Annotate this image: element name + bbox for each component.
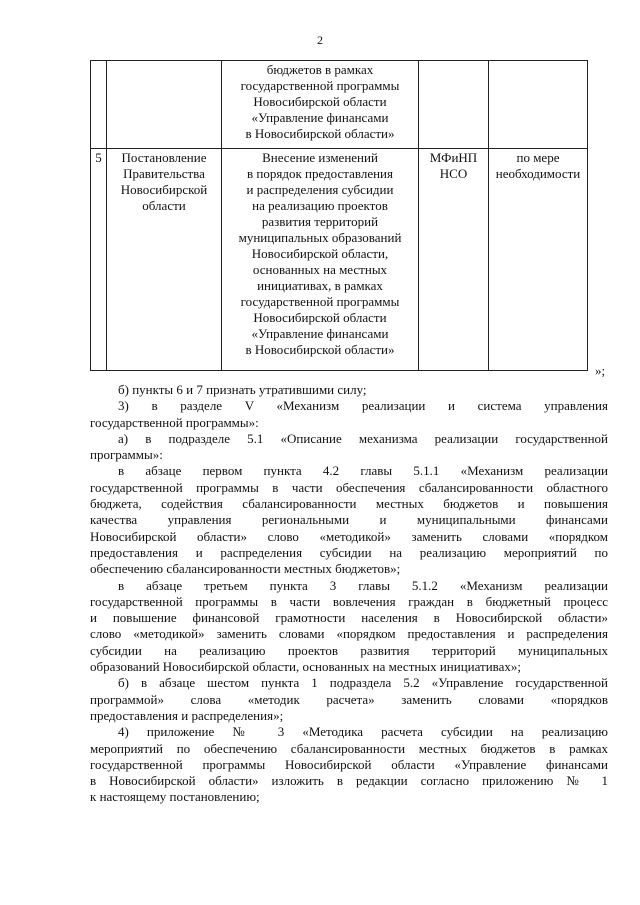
text-line: к настоящему постановлению; <box>90 789 260 805</box>
cell-text-line: МФиНП <box>429 150 478 165</box>
deadline-cell <box>489 61 588 149</box>
text-line: бюджета, содействия сбалансированности местных бюджетов и повышения <box>90 496 608 512</box>
cell-text-line: Внесение изменений <box>262 150 378 165</box>
cell-text-line: государственной программы <box>240 78 400 93</box>
text-line: государственной программы Новосибирской области «Управление финансами <box>90 756 608 772</box>
text-line: субсидии на реализацию проектов развития территорий муниципальных <box>90 642 608 658</box>
description-cell <box>222 149 419 371</box>
document-type-cell <box>107 61 222 149</box>
text-line: 4) приложение № 3 «Методика расчета субсидии на реализацию <box>118 724 608 740</box>
description-cell <box>222 61 419 149</box>
cell-text-line: инициативах, в рамках <box>257 278 383 293</box>
cell-text-line: муниципальных образований <box>238 230 402 245</box>
paragraph-subsection-52 <box>90 675 608 724</box>
text-line: качества управления региональными и муниципальными финансами <box>90 512 608 528</box>
cell-text-line: бюджетов в рамках <box>266 62 374 77</box>
cell-text-line: «Управление финансами <box>251 326 389 341</box>
cell-text-line: Правительства <box>123 166 205 181</box>
text-line: б) пункты 6 и 7 признать утратившими силу; <box>118 382 367 397</box>
cell-text-line: области <box>142 198 186 213</box>
cell-text-line: по мере <box>516 150 560 165</box>
table-closing-quote: »; <box>595 363 606 378</box>
text-line: Новосибирской области» слово «методикой» заменить словами «порядком <box>90 528 608 544</box>
paragraph-subsection-512 <box>90 578 608 676</box>
cell-text-line: основанных на местных <box>252 262 388 277</box>
cell-text-line: «Управление финансами <box>251 110 389 125</box>
cell-text-line: государственной программы <box>240 294 400 309</box>
page-number: 2 <box>317 33 323 47</box>
cell-text-line: Новосибирской области <box>253 310 387 325</box>
text-line: в абзаце третьем пункта 3 главы 5.1.2 «Механизм реализации <box>118 577 608 593</box>
row-number-cell: 5 <box>91 149 107 371</box>
deadline-cell <box>489 149 588 371</box>
executor-cell <box>419 149 489 371</box>
table-row <box>91 61 588 149</box>
text-line: образований Новосибирской области, основанных на местных инициативах»; <box>90 659 522 675</box>
cell-text-line: и распределения субсидии <box>246 182 394 197</box>
text-line: а) в подразделе 5.1 «Описание механизма реализации государственной <box>118 430 608 446</box>
text-line: 3) в разделе V «Механизм реализации и система управления <box>118 398 608 414</box>
table-row <box>91 149 588 371</box>
cell-text-line: развития территорий <box>261 214 379 229</box>
text-line: в Новосибирской области» изложить в редакции согласно приложению № 1 <box>90 773 608 789</box>
cell-text-line: на реализацию проектов <box>252 198 388 213</box>
paragraph-item-3 <box>90 398 608 431</box>
row-number-cell <box>91 61 107 149</box>
cell-text-line: Новосибирской области <box>253 94 387 109</box>
cell-text-line: НСО <box>439 166 468 181</box>
document-body <box>90 382 608 806</box>
text-line: слово «методикой» заменить словами «порядком предоставления и распределения <box>90 626 608 642</box>
cell-text-line: в Новосибирской области» <box>245 126 395 141</box>
paragraph-item-a <box>90 431 608 464</box>
executor-cell <box>419 61 489 149</box>
text-line: предоставления и распределения»; <box>90 707 284 723</box>
cell-text-line: Постановление <box>121 150 207 165</box>
paragraph-item-4 <box>90 724 608 805</box>
measures-table <box>90 60 588 371</box>
document-type-cell <box>107 149 222 371</box>
text-line: государственной программы»: <box>90 414 259 430</box>
text-line: предоставления и распределения субсидии на реализацию мероприятий по <box>90 544 608 560</box>
text-line: государственной программы в части обеспечения сбалансированности областного <box>90 479 608 495</box>
cell-text-line: Новосибирской области, <box>251 246 389 261</box>
cell-text-line: в Новосибирской области» <box>245 342 395 357</box>
text-line: в абзаце первом пункта 4.2 главы 5.1.1 «Механизм реализации <box>118 463 608 479</box>
text-line: мероприятий по обеспечению сбалансированности местных бюджетов в рамках <box>90 740 608 756</box>
paragraph-subsection-511 <box>90 463 608 577</box>
text-line: обеспечению сбалансированности местных бюджетов»; <box>90 561 401 577</box>
cell-text-line: Новосибирской <box>120 182 208 197</box>
cell-text-line: необходимости <box>495 166 581 181</box>
text-line: программой» слова «методик расчета» заменить словами «порядков <box>90 691 608 707</box>
text-line: б) в абзаце шестом пункта 1 подраздела 5.2 «Управление государственной <box>118 675 608 691</box>
text-line: программы»: <box>90 447 163 463</box>
cell-text-line: в порядок предоставления <box>247 166 393 181</box>
text-line: государственной программы в части вовлечения граждан в бюджетный процесс <box>90 593 608 609</box>
text-line: и повышение финансовой грамотности населения в Новосибирской области» <box>90 610 608 626</box>
paragraph-item-b <box>90 382 608 398</box>
